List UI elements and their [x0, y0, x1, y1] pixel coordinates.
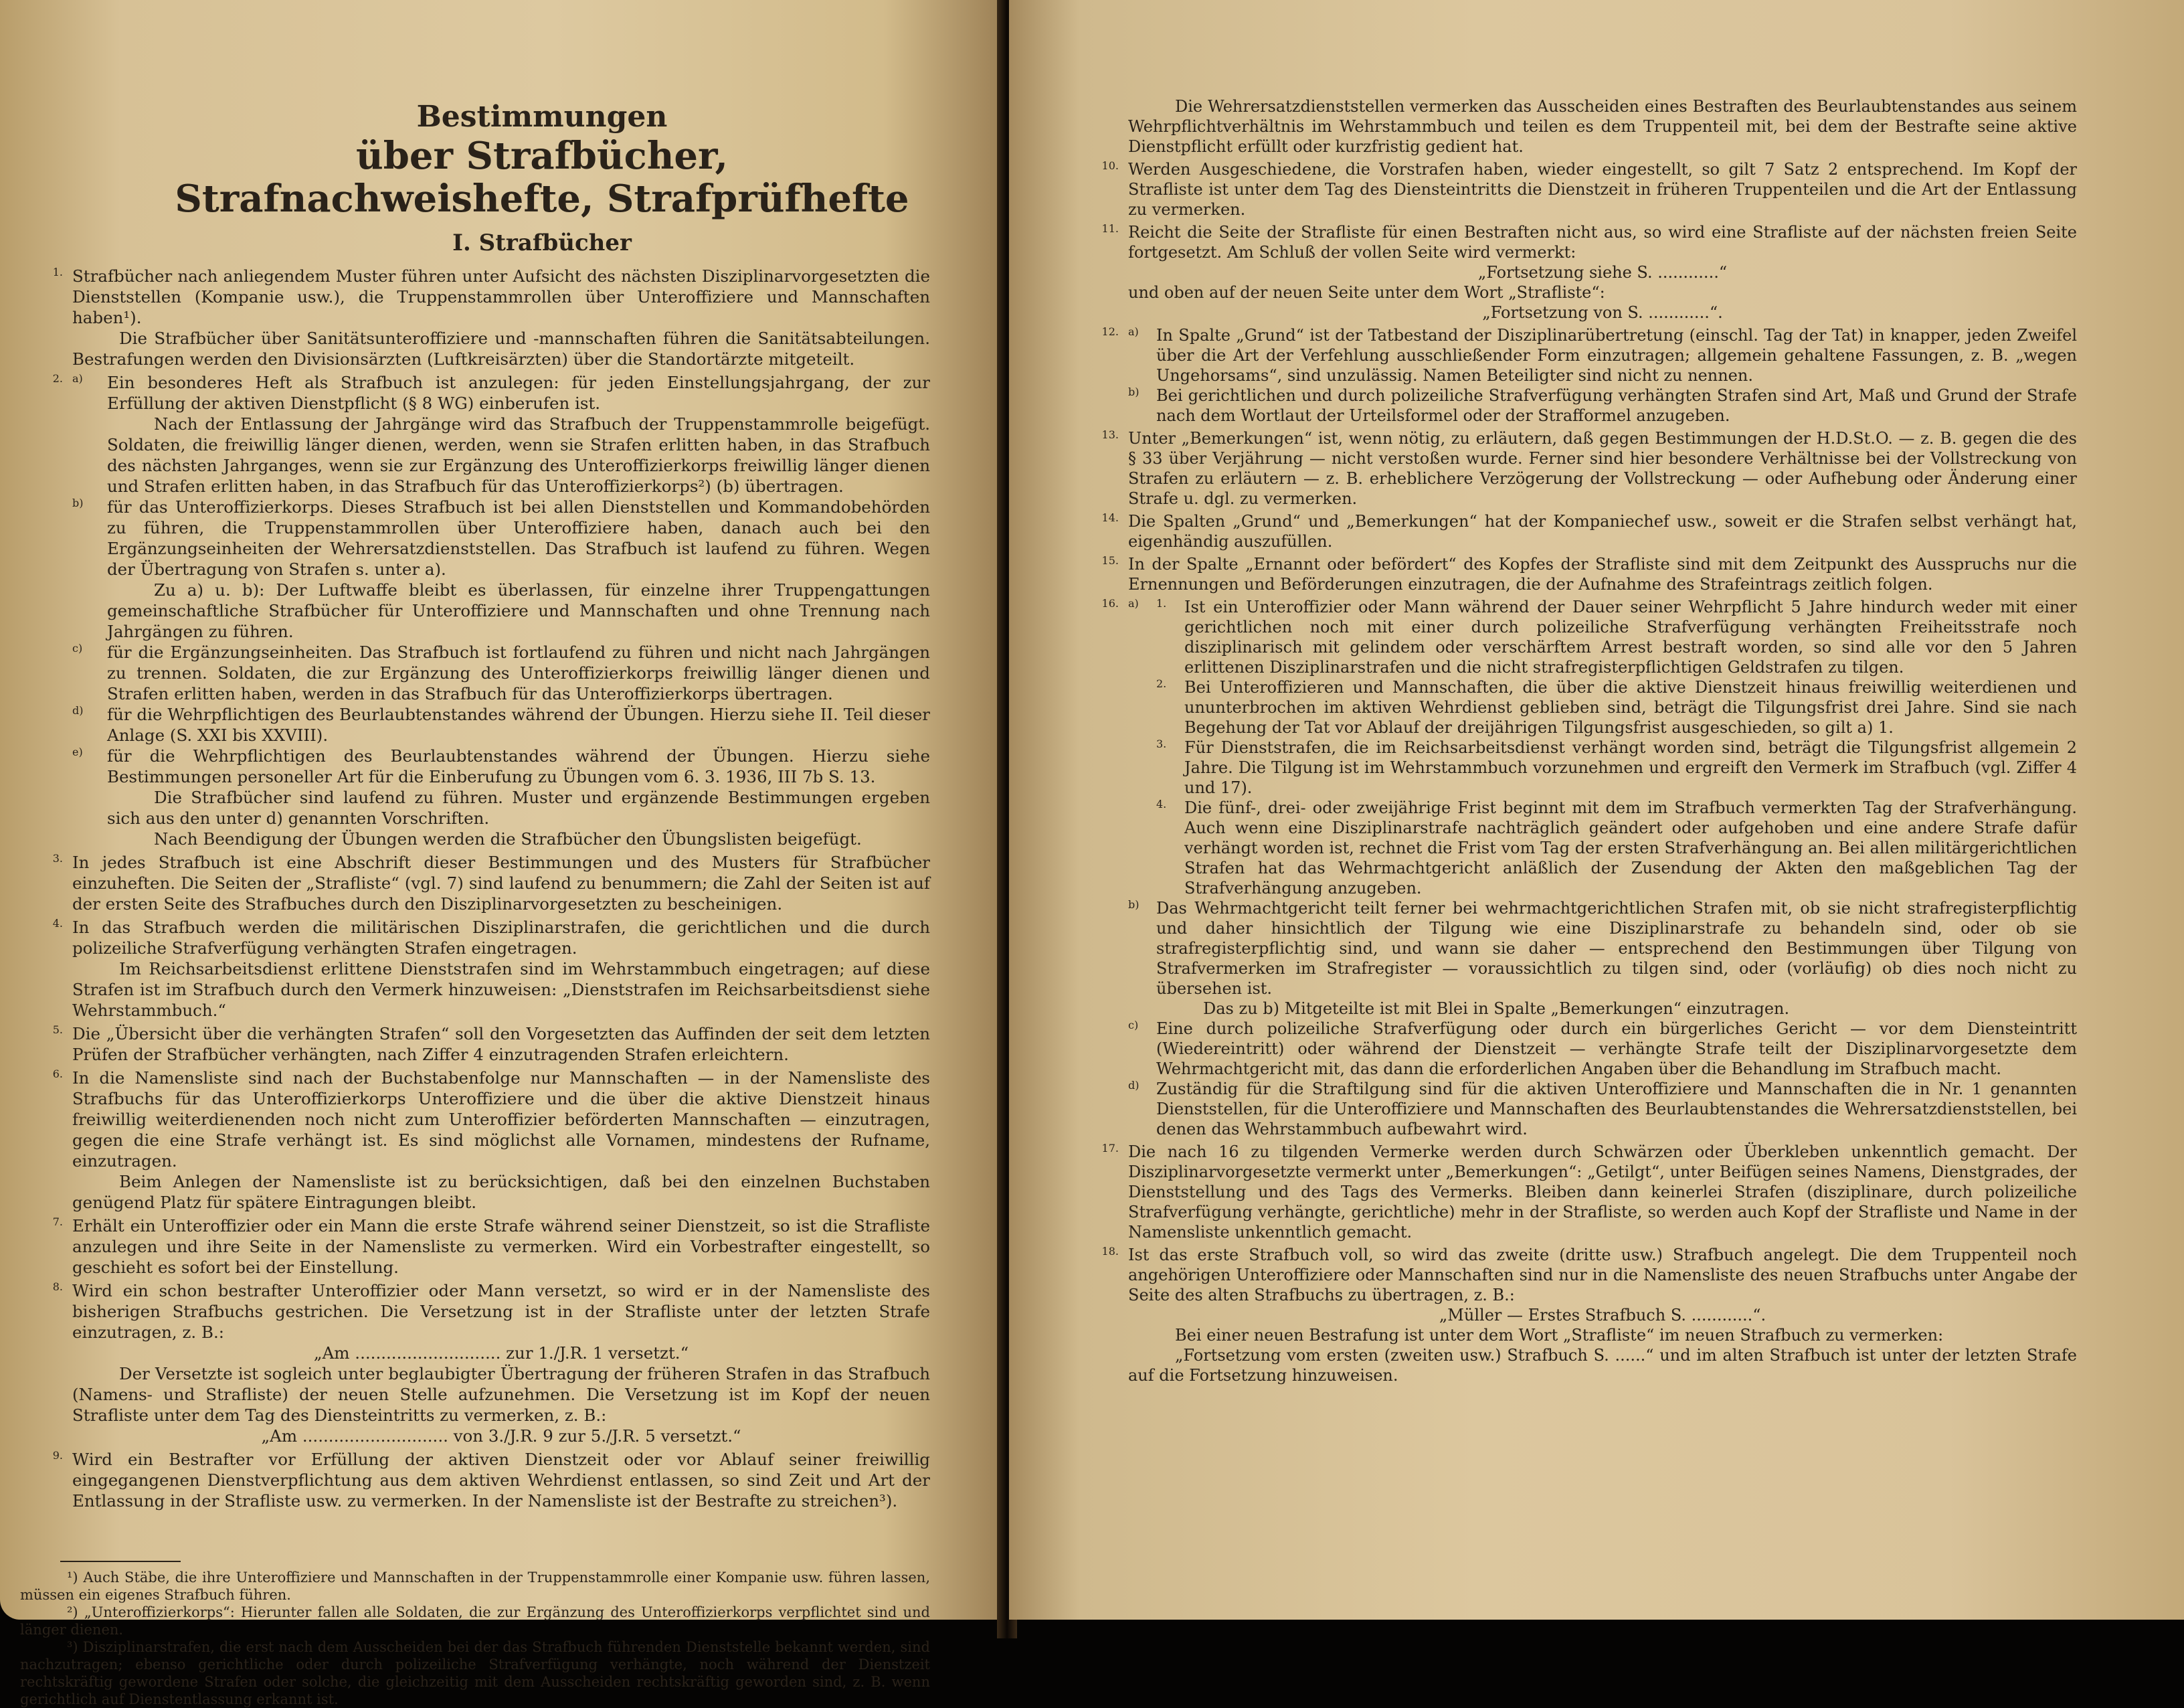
paragraph-number: 9. [52, 1449, 63, 1462]
paragraph-text: Die Spalten „Grund“ und „Bemerkungen“ hat der Kompaniechef usw., soweit er die Strafen selbst verhängt hat, eigenhändig auszufüllen. [1128, 512, 2077, 551]
example-line: „Am ............................ von 3./J.R. 9 zur 5./J.R. 5 versetzt.“ [261, 1426, 741, 1446]
item-label: 1. [1156, 597, 1167, 610]
paragraph-text: In der Spalte „Ernannt oder befördert“ des Kopfes der Strafliste sind mit dem Zeitpunkt des Ausspruchs nur die Ernennungen und Beförderungen einzutragen, die der Aufnahme des Strafeintrags zeitlich folgen. [1128, 555, 2077, 594]
item-3 [1156, 738, 2077, 798]
item-4 [1156, 798, 2077, 898]
subparagraph-c [72, 642, 930, 704]
sub-label: b) [72, 497, 84, 510]
paragraph-text: Die nach 16 zu tilgenden Vermerke werden durch Schwärzen oder Überkleben unkenntlich gemacht. Der Disziplinarvorgesetzte vermerkt unter „Bemerkungen“: „Getilgt“, unter Beifügen seines Namens, Dienstgrades, der Dienststellung und des Tags des Vermerks. Bleiben dann keinerlei Strafen (disziplinare, durch polizeiliche Strafverfügung verhängte, gerichtliche) mehr in der Strafliste, so werden auch Kopf der Strafliste und Name in der Namensliste unkenntlich gemacht. [1128, 1142, 2077, 1242]
footnotes [20, 1551, 930, 1708]
paragraph-number: 15. [1101, 554, 1119, 567]
item-label: 2. [1156, 677, 1167, 690]
paragraph-text: für die Wehrpflichtigen des Beurlaubtenstandes während der Übungen. Hierzu siehe Bestimmungen personeller Art für die Einberufung zu Übungen vom 6. 3. 1936, III 7b S. 13. [107, 746, 930, 787]
sub-label: e) [72, 746, 83, 759]
paragraph-text: Für Dienststrafen, die im Reichsarbeitsdienst verhängt worden sind, beträgt die Tilgungsfrist allgemein 2 Jahre. Die Tilgung ist im Wehrstammbuch vorzunehmen und ergreift den Vermerk im Strafbuch (vgl. Ziffer 4 und 17). [1184, 738, 2077, 797]
paragraph-text: Bei gerichtlichen und durch polizeiliche Strafverfügung verhängten Strafen sind Art, Maß und Grund der Strafe nach dem Wortlaut der Urteilsformel oder der Strafformel anzugeben. [1156, 386, 2077, 425]
paragraph-11 [1076, 222, 2077, 323]
paragraph-text: für die Ergänzungseinheiten. Das Strafbuch ist fortlaufend zu führen und nicht nach Jahrgängen zu trennen. Soldaten, die zur Ergänzung des Unteroffizierkorps freiwillig länger dienen und Strafen erlitten haben, werden in das Strafbuch für das Unteroffizierkorps übertragen. [107, 643, 930, 704]
paragraph-text: Nach Beendigung der Übungen werden die Strafbücher den Übungslisten beigefügt. [154, 829, 862, 849]
paragraph-number: 5. [52, 1023, 63, 1037]
paragraph-number: 6. [52, 1068, 63, 1081]
footnote-3: ³) Disziplinarstrafen, die erst nach dem Ausscheiden bei der das Strafbuch führenden Dienststelle bekannt werden, sind nachzutragen; ebenso gerichtliche oder durch polizeiliche Strafverfügung verhängte, noch während der Dienstzeit rechtskräftig gewordene Strafen oder solche, die gleichzeitig mit dem Ausscheiden rechtskräftig geworden sind, z. B. wenn gerichtlich auf Dienstentlassung erkannt ist. [20, 1639, 930, 1708]
item-2 [1156, 677, 2077, 738]
paragraph-text: Zuständig für die Straftilgung sind für die aktiven Unteroffiziere und Mannschaften die in Nr. 1 genannten Dienststellen, für die Unteroffiziere und Mannschaften des Beurlaubtenstandes die Wehrersatzdienststellen, bei denen das Wehrstammbuch aufbewahrt wird. [1156, 1080, 2077, 1138]
paragraph-text: für das Unteroffizierkorps. Dieses Strafbuch ist bei allen Dienststellen und Kommandobehörden zu führen, die Truppenstammrollen über Unteroffiziere haben, danach auch bei den Ergänzungseinheiten der Wehrersatzdienststellen. Das Strafbuch ist laufend zu führen. Wegen der Übertragung von Strafen s. unter a). [107, 497, 930, 580]
title-line-1: Bestimmungen [416, 100, 668, 134]
paragraph-text: Wird ein Bestrafter vor Erfüllung der aktiven Dienstzeit oder vor Ablauf seiner freiwillig eingegangenen Dienstverpflichtung aus dem aktiven Wehrdienst entlassen, so sind Zeit und Art der Entlassung in der Strafliste usw. zu vermerken. In der Namensliste ist der Bestrafte zu streichen³). [72, 1450, 930, 1511]
paragraph-number: 1. [52, 266, 63, 279]
sub-label: a) [72, 372, 83, 386]
sub-label: a) [1128, 597, 1139, 610]
sub-label: d) [72, 704, 84, 717]
paragraph-text: „Fortsetzung vom ersten (zweiten usw.) Strafbuch S. ......“ und im alten Strafbuch ist unter der letzten Strafe auf die Fortsetzung hinzuweisen. [1128, 1346, 2077, 1385]
item-1 [1156, 597, 2077, 677]
paragraph-number: 16. [1101, 597, 1119, 610]
document-title [154, 100, 930, 220]
paragraph-text: Strafbücher nach anliegendem Muster führen unter Aufsicht des nächsten Disziplinarvorgesetzten die Dienststellen (Kompanie usw.), die Truppenstammrollen über Unteroffiziere und Mannschaften haben¹). [72, 266, 930, 328]
right-page [1009, 0, 2184, 1620]
subparagraph-d [72, 704, 930, 746]
paragraph-4 [20, 917, 930, 1021]
paragraph-17 [1076, 1142, 2077, 1242]
item-label: 3. [1156, 738, 1167, 750]
paragraph-text: Der Versetzte ist sogleich unter beglaubigter Übertragung der früheren Strafen in das Strafbuch (Namens- und Strafliste) der neuen Stelle aufzunehmen. Die Versetzung ist im Kopf der neuen Strafliste unter dem Tag des Diensteintritts zu vermerken, z. B.: [72, 1364, 930, 1426]
subparagraph-e [72, 746, 930, 849]
sub-label: a) [1128, 325, 1139, 338]
paragraph-number: 3. [52, 852, 63, 865]
paragraph-6 [20, 1068, 930, 1213]
subparagraph-a [72, 372, 930, 497]
paragraph-number: 8. [52, 1280, 63, 1294]
paragraph-text: Wird ein schon bestrafter Unteroffizier oder Mann versetzt, so wird er in der Namensliste des bisherigen Strafbuchs gestrichen. Die Versetzung ist in der Strafliste unter der letzten Strafe einzutragen, z. B.: [72, 1281, 930, 1343]
footnote-divider [60, 1561, 181, 1562]
paragraph-text: Die „Übersicht über die verhängten Strafen“ soll den Vorgesetzten das Auffinden der seit dem letzten Prüfen der Strafbücher verhängten, nach Ziffer 4 einzutragenden Strafen erleichtern. [72, 1024, 930, 1065]
paragraph-7 [20, 1215, 930, 1278]
sub-label: b) [1128, 386, 1140, 398]
sub-label: d) [1128, 1079, 1140, 1092]
example-line: „Fortsetzung siehe S. ............“ [1477, 263, 1728, 282]
example-line: „Am ............................ zur 1./J.R. 1 versetzt.“ [313, 1343, 689, 1363]
sub-label: c) [1128, 1019, 1139, 1031]
paragraph-text: und oben auf der neuen Seite unter dem Wort „Strafliste“: [1128, 283, 1605, 302]
paragraph-number: 14. [1101, 511, 1119, 524]
paragraph-text: Nach der Entlassung der Jahrgänge wird das Strafbuch der Truppenstammrolle beigefügt. Soldaten, die freiwillig länger dienen, werden, wenn sie Strafen erlitten haben, in das Strafbuch des nächsten Jahrganges, wenn sie zur Ergänzung des Unteroffizierkorps freiwillig länger dienen und Strafen erlitten haben, in das Strafbuch für das Unteroffizierkorps²) (b) übertragen. [107, 414, 930, 497]
paragraph-text: Die Strafbücher sind laufend zu führen. Muster und ergänzende Bestimmungen ergeben sich aus den unter d) genannten Vorschriften. [107, 788, 930, 829]
paragraph-text: Ist das erste Strafbuch voll, so wird das zweite (dritte usw.) Strafbuch angelegt. Die dem Truppenteil noch angehörigen Unteroffiziere oder Mannschaften sind nur in die Namensliste des neuen Strafbuchs unter Angabe der Seite des alten Strafbuchs zu übertragen, z. B.: [1128, 1246, 2077, 1304]
item-label: 4. [1156, 798, 1167, 810]
paragraph-text: Werden Ausgeschiedene, die Vorstrafen haben, wieder eingestellt, so gilt 7 Satz 2 entsprechend. Im Kopf der Strafliste ist unter dem Tag des Diensteintritts die Dienstzeit in früheren Truppenteilen und die Art der Entlassung zu vermerken. [1128, 160, 2077, 219]
example-line: „Müller — Erstes Strafbuch S. ............“. [1439, 1306, 1766, 1325]
paragraph-10 [1076, 159, 2077, 220]
subparagraph-a [1128, 597, 2077, 898]
paragraph-3 [20, 852, 930, 914]
paragraph-16 [1076, 597, 2077, 1139]
paragraph-text: Beim Anlegen der Namensliste ist zu berücksichtigen, daß bei den einzelnen Buchstaben genügend Platz für spätere Eintragungen bleibt. [72, 1172, 930, 1213]
paragraph-number: 11. [1101, 222, 1119, 235]
paragraph-8 [20, 1280, 930, 1446]
paragraph-number: 4. [52, 917, 63, 930]
paragraph-number: 7. [52, 1215, 63, 1229]
paragraph-13 [1076, 428, 2077, 509]
paragraph-text: Erhält ein Unteroffizier oder ein Mann die erste Strafe während seiner Dienstzeit, so ist die Strafliste anzulegen und ihre Seite in der Namensliste zu vermerken. Wird ein Vorbestrafter eingestellt, so geschieht es sofort bei der Einstellung. [72, 1216, 930, 1278]
paragraph-text: Zu a) u. b): Der Luftwaffe bleibt es überlassen, für einzelne ihrer Truppengattungen gemeinschaftliche Strafbücher für Unteroffiziere und Mannschaften und ohne Trennung nach Jahrgängen zu führen. [107, 580, 930, 642]
paragraph-number: 13. [1101, 428, 1119, 441]
paragraph-text: Reicht die Seite der Strafliste für einen Bestraften nicht aus, so wird eine Strafliste auf der nächsten freien Seite fortgesetzt. Am Schluß der vollen Seite wird vermerkt: [1128, 223, 2077, 262]
paragraph-text: Unter „Bemerkungen“ ist, wenn nötig, zu erläutern, daß gegen Bestimmungen der H.D.St.O. — z. B. gegen die des § 33 über Verjährung — nicht verstoßen wurde. Ferner sind hier besondere Verhältnisse bei der Vollstreckung von Strafen zu erläutern — z. B. erheblichere Verzögerung der Vollstreckung — oder Aufhebung oder Änderung einer Strafe u. dgl. zu vermerken. [1128, 429, 2077, 508]
paragraph-text: In jedes Strafbuch ist eine Abschrift dieser Bestimmungen und des Musters für Strafbücher einzuheften. Die Seiten der „Strafliste“ (vgl. 7) sind laufend zu benummern; die Zahl der Seiten ist auf der ersten Seite des Strafbuches durch den Disziplinarvorgesetzten zu bescheinigen. [72, 853, 930, 914]
paragraph-number: 17. [1101, 1142, 1119, 1155]
paragraph-text: Eine durch polizeiliche Strafverfügung oder durch ein bürgerliches Gericht — vor dem Diensteintritt (Wiedereintritt) oder während der Dienstzeit — verhängte Strafe teilt der Disziplinarvorgesetzte dem Wehrmachtgericht mit, das dann die erforderlichen Angaben über die Behandlung im Strafbuch macht. [1156, 1019, 2077, 1078]
example-line: „Fortsetzung von S. ............“. [1482, 303, 1723, 322]
subparagraph-b [72, 497, 930, 642]
section-heading: I. Strafbücher [452, 230, 632, 257]
paragraph-text: In die Namensliste sind nach der Buchstabenfolge nur Mannschaften — in der Namensliste des Strafbuchs für das Unteroffizierkorps Unteroffiziere und die über die aktive Dienstzeit hinaus freiwillig weiterdienenden noch nicht zum Unteroffizier beförderten Mannschaften — einzutragen, gegen die eine Strafe verhängt ist. Es sind möglichst alle Vornamen, mindestens der Rufname, einzutragen. [72, 1068, 930, 1171]
title-line-2: über Strafbücher, Strafnachweishefte, Strafprüfhefte [175, 133, 909, 221]
paragraph-text: Ein besonderes Heft als Strafbuch ist anzulegen: für jeden Einstellungsjahrgang, der zur Erfüllung der aktiven Dienstpflicht (§ 8 WG) einberufen ist. [107, 373, 930, 414]
paragraph-text: Die Strafbücher über Sanitätsunteroffiziere und -mannschaften führen die Sanitätsabteilungen. Bestrafungen werden den Divisionsärzten (Luftkreisärzten) über die Standortärzte mitgeteilt. [72, 329, 930, 369]
paragraph-5 [20, 1023, 930, 1065]
paragraph-18 [1076, 1245, 2077, 1385]
paragraph-15 [1076, 554, 2077, 594]
paragraph-1 [20, 266, 930, 369]
paragraph-text: Die Wehrersatzdienststellen vermerken das Ausscheiden eines Bestraften des Beurlaubtenstandes aus seinem Wehrpflichtverhältnis im Wehrstammbuch und teilen es dem Truppenteil mit, bei dem der Bestrafte seine aktive Dienstpflicht erfüllt oder kurzfristig gedient hat. [1128, 97, 2077, 156]
subparagraph-a [1128, 325, 2077, 386]
footnote-1: ¹) Auch Stäbe, die ihre Unteroffiziere und Mannschaften in der Truppenstammrolle einer Kompanie usw. führen lassen, müssen ein eigenes Strafbuch führen. [20, 1569, 930, 1604]
paragraph-9 [20, 1449, 930, 1511]
sub-label: b) [1128, 898, 1140, 911]
paragraph-text: Ist ein Unteroffizier oder Mann während der Dauer seiner Wehrpflicht 5 Jahre hindurch weder mit einer gerichtlichen noch mit einer durch polizeiliche Strafverfügung verhängten Freiheitsstrafe noch disziplinarisch mit gelindem oder verschärftem Arrest bestraft worden, so sind alle vor den 5 Jahren erlittenen Disziplinarstrafen und die nicht strafregisterpflichtigen Geldstrafen zu tilgen. [1184, 598, 2077, 677]
paragraph-text: Bei Unteroffizieren und Mannschaften, die über die aktive Dienstzeit hinaus freiwillig weiterdienen und ununterbrochen im aktiven Wehrdienst geblieben sind, beträgt die Tilgungsfrist drei Jahre. Sind sie nach Begehung der Tat vor Ablauf der dreijährigen Tilgungsfrist ausgeschieden, so gilt a) 1. [1184, 678, 2077, 737]
paragraph-text: Bei einer neuen Bestrafung ist unter dem Wort „Strafliste“ im neuen Strafbuch zu vermerken: [1175, 1326, 1944, 1345]
paragraph-9-continued [1076, 96, 2077, 157]
paragraph-text: Das Wehrmachtgericht teilt ferner bei wehrmachtgerichtlichen Strafen mit, ob sie nicht strafregisterpflichtig und daher hinsichtlich der Tilgung wie eine Disziplinarstrafe zu behandeln sind, oder ob sie strafregisterpflichtig sind, und wann sie daher — entsprechend den Bestimmungen über Tilgung von Strafvermerken im Strafregister — voraussichtlich zu tilgen sind, oder (vorläufig) ob dies noch nicht zu übersehen ist. [1156, 899, 2077, 998]
paragraph-14 [1076, 511, 2077, 551]
paragraph-number: 2. [52, 372, 63, 386]
paragraph-text: Die fünf-, drei- oder zweijährige Frist beginnt mit dem im Strafbuch vermerkten Tag der Strafverhängung. Auch wenn eine Disziplinarstrafe nachträglich geändert oder aufgehoben und eine andere Strafe dafür verhängt worden ist, rechnet die Frist vom Tag der ersten Strafverhängung an. Bei allen militärgerichtlichen Strafen hat das Wehrmachtgericht anläßlich der Zusendung der Akten den maßgeblichen Tag der Strafverhängung anzugeben. [1184, 798, 2077, 898]
subparagraph-b [1128, 386, 2077, 426]
paragraph-text: Das zu b) Mitgeteilte ist mit Blei in Spalte „Bemerkungen“ einzutragen. [1203, 999, 1790, 1018]
paragraph-12 [1076, 325, 2077, 426]
subparagraph-c [1128, 1019, 2077, 1079]
paragraph-text: für die Wehrpflichtigen des Beurlaubtenstandes während der Übungen. Hierzu siehe II. Teil dieser Anlage (S. XXI bis XXVIII). [107, 705, 930, 746]
subparagraph-b [1128, 898, 2077, 1019]
sub-label: c) [72, 642, 83, 655]
paragraph-number: 18. [1101, 1245, 1119, 1258]
paragraph-number: 12. [1101, 325, 1119, 338]
subparagraph-d [1128, 1079, 2077, 1139]
paragraph-text: In Spalte „Grund“ ist der Tatbestand der Disziplinarübertretung (einschl. Tag der Tat) in knapper, jeden Zweifel über die Art der Verfehlung ausschließender Form einzutragen; allgemein gehaltene Fassungen, z. B. „wegen Ungehorsams“, sind unzulässig. Namen Beteiligter sind nicht zu nennen. [1156, 326, 2077, 385]
paragraph-text: In das Strafbuch werden die militärischen Disziplinarstrafen, die gerichtlichen und die durch polizeiliche Strafverfügung verhängten Strafen eingetragen. [72, 918, 930, 958]
footnote-2: ²) „Unteroffizierkorps“: Hierunter fallen alle Soldaten, die zur Ergänzung des Unteroffizierkorps verpflichtet sind und länger dienen. [20, 1604, 930, 1638]
left-page [0, 0, 1004, 1708]
paragraph-number: 10. [1101, 159, 1119, 172]
paragraph-text: Im Reichsarbeitsdienst erlittene Dienststrafen sind im Wehrstammbuch eingetragen; auf diese Strafen ist im Strafbuch durch den Vermerk hinzuweisen: „Dienststrafen im Reichsarbeitsdienst siehe Wehrstammbuch.“ [72, 959, 930, 1021]
paragraph-2 [20, 372, 930, 849]
